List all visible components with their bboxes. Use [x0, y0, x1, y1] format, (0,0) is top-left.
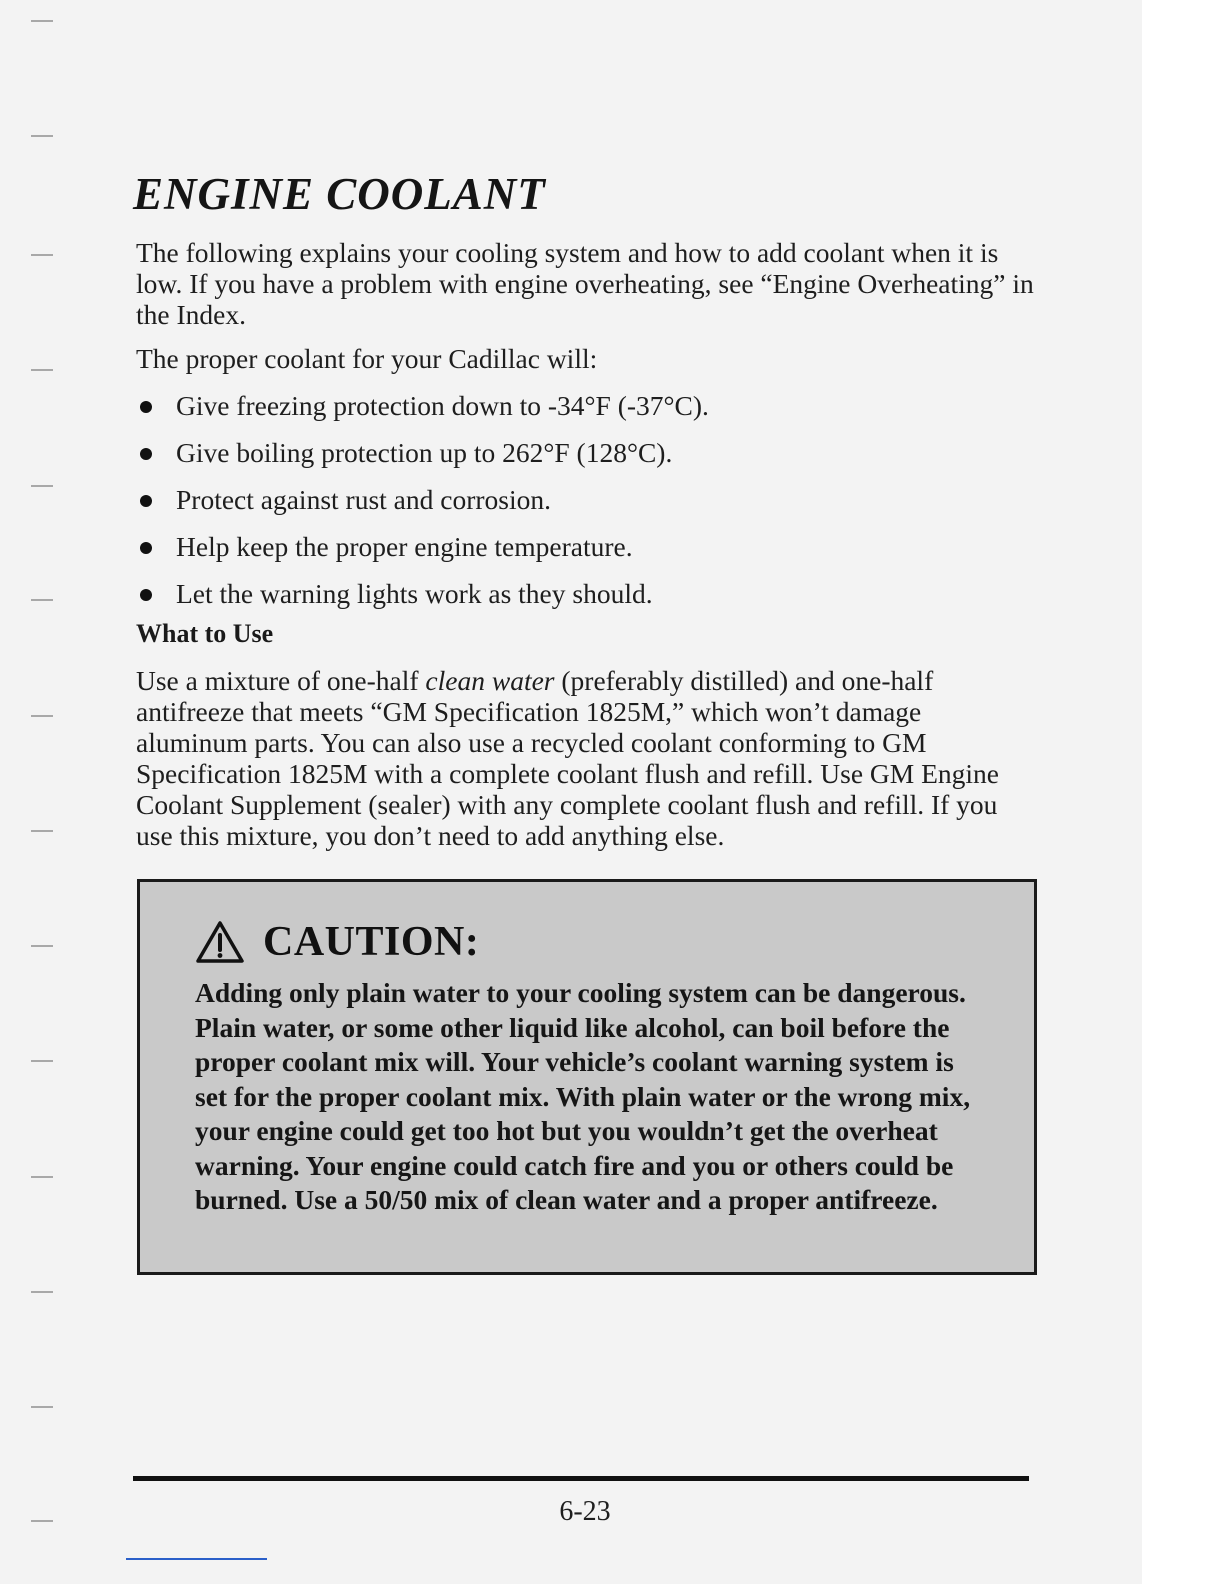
caution-box [137, 879, 1037, 1275]
list-intro: The proper coolant for your Cadillac will: [136, 343, 598, 374]
margin-tick [31, 945, 53, 947]
list-item [136, 388, 709, 435]
list-item [136, 482, 709, 529]
list-item [136, 435, 709, 482]
margin-tick [31, 369, 53, 371]
margin-tick [31, 135, 53, 137]
what-to-use-text-before: Use a mixture of one-half [136, 665, 426, 696]
bullet-icon [140, 542, 152, 554]
list-item [136, 529, 709, 576]
list-item-text: Let the warning lights work as they should. [176, 578, 653, 609]
margin-tick [31, 599, 53, 601]
margin-tick [31, 1060, 53, 1062]
warning-triangle-icon [195, 920, 245, 964]
bullet-icon [140, 495, 152, 507]
list-item-text: Give boiling protection up to 262°F (128°C). [176, 437, 673, 468]
intro-paragraph: The following explains your cooling system and how to add coolant when it is low. If you have a problem with engine overheating, see “Engine Overheating” in the Index. [136, 237, 1034, 330]
bullet-icon [140, 589, 152, 601]
margin-tick [31, 485, 53, 487]
margin-tick [31, 1291, 53, 1293]
list-item-text: Protect against rust and corrosion. [176, 484, 551, 515]
margin-tick [31, 830, 53, 832]
list-item [136, 576, 709, 623]
bullet-icon [140, 401, 152, 413]
margin-tick [31, 254, 53, 256]
page-number: 6-23 [559, 1496, 611, 1527]
margin-tick [31, 1520, 53, 1522]
what-to-use-paragraph [136, 665, 1036, 851]
coolant-benefits-list [136, 388, 709, 623]
list-item-text: Help keep the proper engine temperature. [176, 531, 633, 562]
margin-tick [31, 715, 53, 717]
what-to-use-text-after: (preferably distilled) and one-half antifreeze that meets “GM Specification 1825M,” which won’t damage aluminum parts. You can also use a recycled coolant conforming to GM Specification 1825M with a complete coolant flush and refill. Use GM Engine Coolant Supplement (sealer) with any complete coolant flush and refill. If you use this mixture, you don’t need to add anything else. [136, 665, 999, 851]
caution-title: CAUTION: [263, 919, 480, 965]
caution-header [195, 918, 479, 966]
footer-rule [133, 1476, 1029, 1481]
margin-tick [31, 20, 53, 22]
bottom-link-underline [126, 1558, 267, 1560]
what-to-use-heading: What to Use [136, 619, 274, 648]
clean-water-emphasis: clean water [425, 665, 555, 696]
margin-tick [31, 1176, 53, 1178]
bullet-icon [140, 448, 152, 460]
page-title: ENGINE COOLANT [133, 169, 546, 219]
caution-text: Adding only plain water to your cooling system can be dangerous. Plain water, or some other liquid like alcohol, can boil before the proper coolant mix will. Your vehicle’s coolant warning system is set for the proper coolant mix. With plain water or the wrong mix, your engine could get too hot but you wouldn’t get the overheat warning. Your engine could catch fire and you or others could be burned. Use a 50/50 mix of clean water and a proper antifreeze. [195, 977, 971, 1215]
margin-tick [31, 1406, 53, 1408]
list-item-text: Give freezing protection down to -34°F (-37°C). [176, 390, 709, 421]
